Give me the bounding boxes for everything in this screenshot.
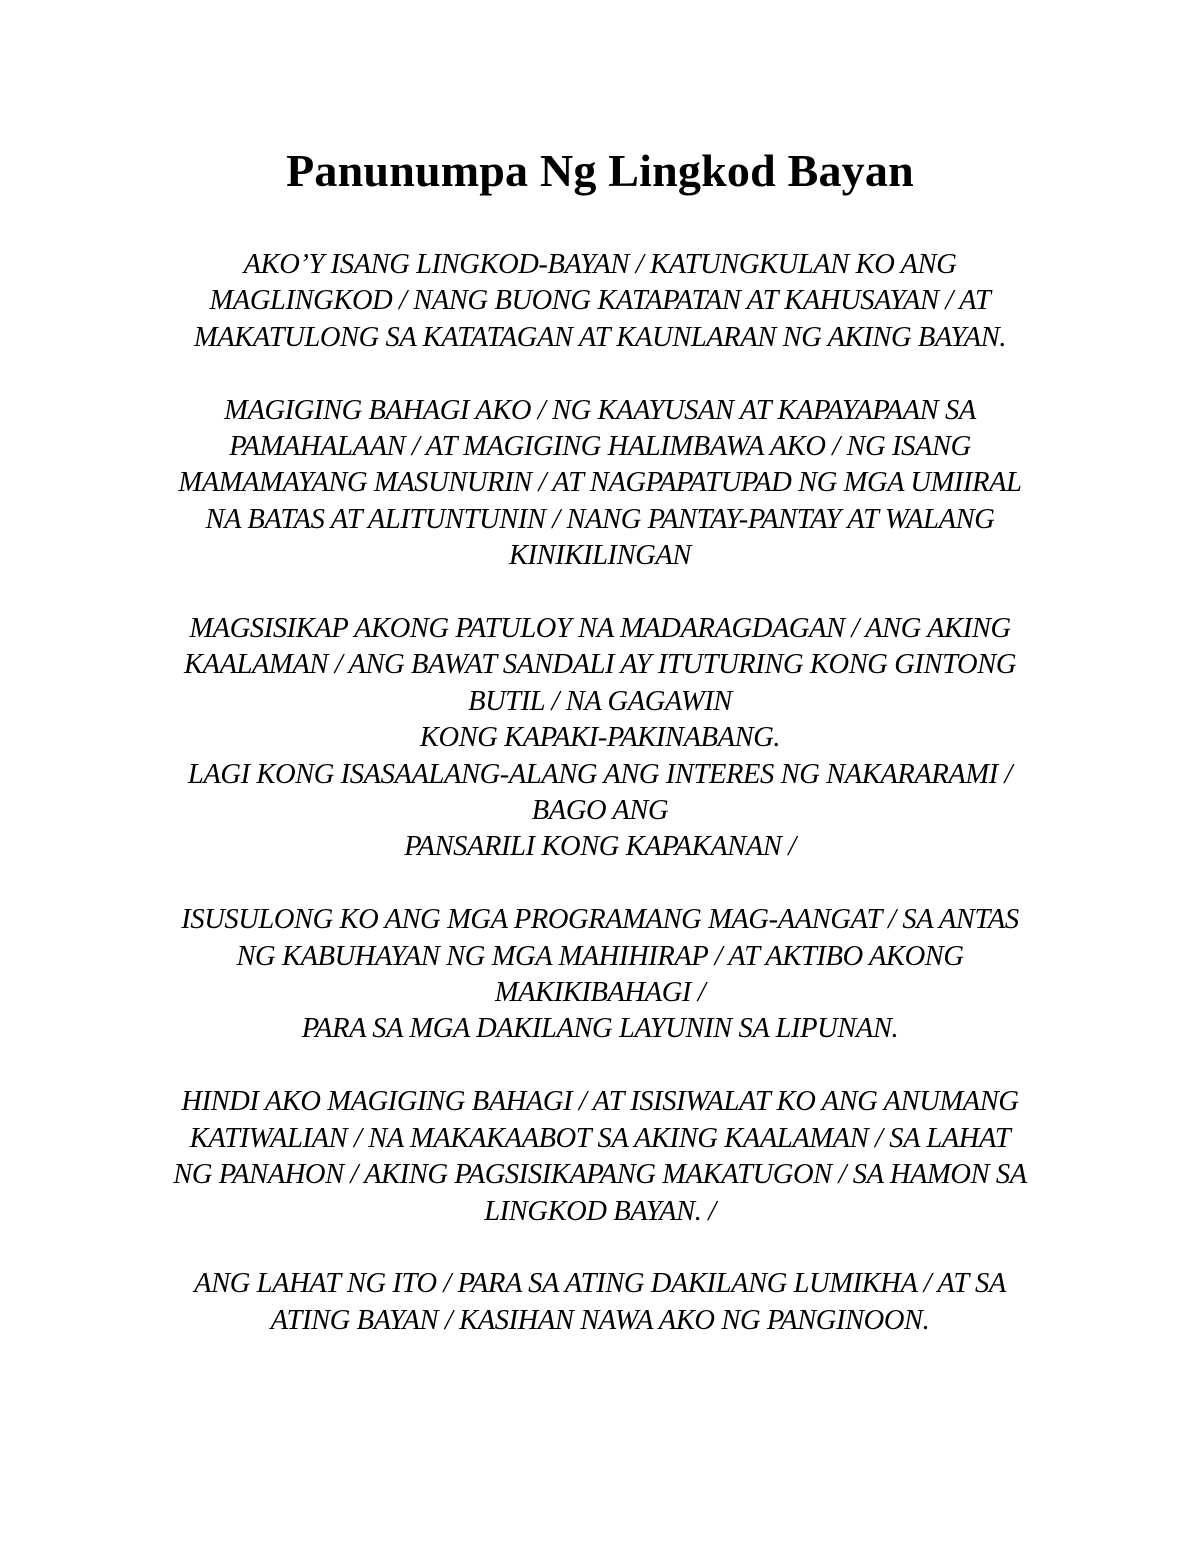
oath-paragraph-2 [140, 393, 1060, 575]
oath-line: MAGSISIKAP AKONG PATULOY NA MADARAGDAGAN / ANG AKING [189, 613, 1011, 645]
oath-line: PANSARILI KONG KAPAKANAN / [404, 831, 796, 863]
oath-paragraph-1 [140, 247, 1060, 356]
oath-paragraph-4 [140, 902, 1060, 1048]
oath-line: KINIKILINGAN [508, 540, 692, 572]
oath-line: ATING BAYAN / KASIHAN NAWA AKO NG PANGINOON. [270, 1304, 930, 1336]
oath-line: KONG KAPAKI-PAKINABANG. [419, 722, 781, 754]
oath-body [140, 247, 1060, 1339]
oath-line: KAALAMAN / ANG BAWAT SANDALI AY ITUTURING KONG GINTONG [183, 649, 1017, 681]
oath-line: MAGLINGKOD / NANG BUONG KATAPATAN AT KAHUSAYAN / AT [209, 285, 991, 317]
oath-line: BUTIL / NA GAGAWIN [468, 685, 732, 717]
oath-paragraph-3 [140, 611, 1060, 866]
oath-line: ANG LAHAT NG ITO / PARA SA ATING DAKILANG LUMIKHA / AT SA [194, 1268, 1006, 1300]
oath-line: PARA SA MGA DAKILANG LAYUNIN SA LIPUNAN. [301, 1013, 899, 1045]
oath-line: NG KABUHAYAN NG MGA MAHIHIRAP / AT AKTIBO AKONG [236, 940, 964, 972]
oath-line: MAKATULONG SA KATATAGAN AT KAUNLARAN NG AKING BAYAN. [193, 321, 1007, 353]
oath-line: ISUSULONG KO ANG MGA PROGRAMANG MAG-AANGAT / SA ANTAS [181, 904, 1019, 936]
oath-line: PAMAHALAAN / AT MAGIGING HALIMBAWA AKO / NG ISANG [229, 431, 971, 463]
oath-line: NG PANAHON / AKING PAGSISIKAPANG MAKATUGON / SA HAMON SA [173, 1159, 1027, 1191]
document-title: Panunumpa Ng Lingkod Bayan [286, 145, 914, 196]
oath-paragraph-6 [140, 1266, 1060, 1339]
oath-line: LINGKOD BAYAN. / [484, 1195, 716, 1227]
oath-line: MAGIGING BAHAGI AKO / NG KAAYUSAN AT KAPAYAPAAN SA [224, 394, 976, 426]
oath-line: LAGI KONG ISASAALANG-ALANG ANG INTERES NG NAKARARAMI / [187, 758, 1013, 790]
oath-line: HINDI AKO MAGIGING BAHAGI / AT ISISIWALAT KO ANG ANUMANG [181, 1086, 1019, 1118]
oath-line: BAGO ANG [531, 795, 669, 827]
oath-paragraph-5 [140, 1084, 1060, 1230]
oath-line: MAMAMAYANG MASUNURIN / AT NAGPAPATUPAD NG MGA UMIIRAL [178, 467, 1022, 499]
oath-line: KATIWALIAN / NA MAKAKAABOT SA AKING KAALAMAN / SA LAHAT [189, 1122, 1011, 1154]
oath-line: NA BATAS AT ALITUNTUNIN / NANG PANTAY-PANTAY AT WALANG [205, 503, 995, 535]
oath-line: AKO’Y ISANG LINGKOD-BAYAN / KATUNGKULAN KO ANG [243, 249, 957, 280]
oath-line: MAKIKIBAHAGI / [494, 977, 706, 1009]
